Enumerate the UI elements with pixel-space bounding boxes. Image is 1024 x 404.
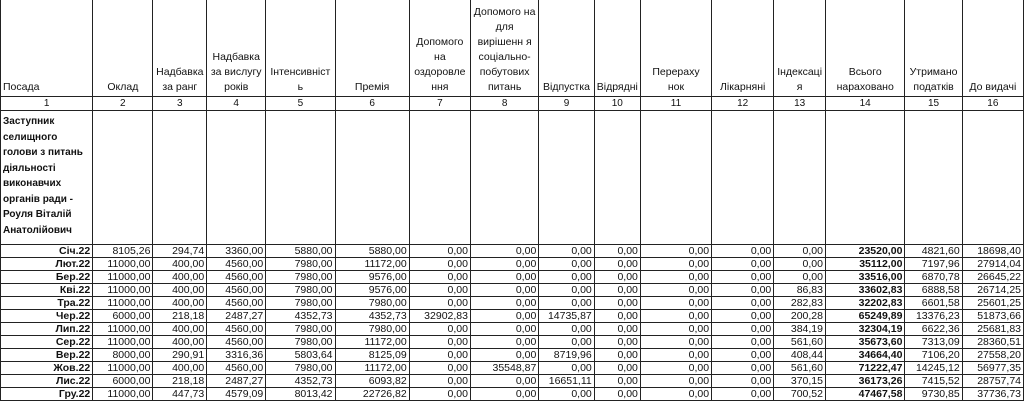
value-cell: 400,00 (153, 271, 207, 284)
value-cell: 71222,47 (825, 362, 904, 375)
value-cell: 11000,00 (93, 258, 153, 271)
value-cell: 290,91 (153, 349, 207, 362)
value-cell: 7980,00 (266, 258, 335, 271)
value-cell: 27914,04 (962, 258, 1023, 271)
month-cell: Бер.22 (1, 271, 93, 284)
value-cell: 0,00 (539, 284, 594, 297)
value-cell: 0,00 (409, 362, 470, 375)
value-cell: 0,00 (409, 375, 470, 388)
value-cell: 5880,00 (335, 245, 409, 258)
value-cell: 0,00 (470, 336, 538, 349)
table-row (1, 323, 1024, 336)
month-cell: Чер.22 (1, 310, 93, 323)
column-number-4: 4 (207, 97, 266, 111)
value-cell: 11172,00 (335, 258, 409, 271)
value-cell: 0,00 (712, 258, 774, 271)
value-cell: 0,00 (539, 258, 594, 271)
value-cell: 0,00 (640, 271, 711, 284)
month-cell: Жов.22 (1, 362, 93, 375)
value-cell: 700,52 (774, 388, 826, 401)
value-cell: 384,19 (774, 323, 826, 336)
value-cell: 4352,73 (266, 310, 335, 323)
value-cell: 0,00 (712, 245, 774, 258)
column-number-3: 3 (153, 97, 207, 111)
header-row (1, 0, 1024, 97)
month-cell: Лют.22 (1, 258, 93, 271)
value-cell: 447,73 (153, 388, 207, 401)
value-cell: 2487,27 (207, 375, 266, 388)
value-cell: 0,00 (470, 297, 538, 310)
column-number-13: 13 (774, 97, 826, 111)
value-cell: 7980,00 (266, 362, 335, 375)
value-cell: 0,00 (640, 349, 711, 362)
column-number-1: 1 (1, 97, 93, 111)
column-number-row (1, 97, 1024, 111)
value-cell: 6000,00 (93, 375, 153, 388)
table-row (1, 271, 1024, 284)
value-cell: 11000,00 (93, 362, 153, 375)
value-cell: 18698,40 (962, 245, 1023, 258)
column-header-16: До видачі (962, 0, 1023, 97)
value-cell: 7980,00 (266, 323, 335, 336)
value-cell: 400,00 (153, 362, 207, 375)
value-cell: 0,00 (409, 336, 470, 349)
person-position-cell: Заступник селищного голови з питань діяльності виконавчих органів ради - Роуля Віталій Анатолійович (1, 111, 93, 245)
value-cell: 26645,22 (962, 271, 1023, 284)
value-cell: 7980,00 (266, 284, 335, 297)
column-number-11: 11 (640, 97, 711, 111)
value-cell: 4560,00 (207, 362, 266, 375)
value-cell: 11000,00 (93, 336, 153, 349)
value-cell: 8719,96 (539, 349, 594, 362)
value-cell: 47467,58 (825, 388, 904, 401)
value-cell: 0,00 (594, 310, 640, 323)
value-cell: 13376,23 (905, 310, 962, 323)
value-cell: 0,00 (594, 323, 640, 336)
value-cell: 0,00 (409, 245, 470, 258)
value-cell: 32902,83 (409, 310, 470, 323)
value-cell: 11000,00 (93, 323, 153, 336)
value-cell: 0,00 (409, 297, 470, 310)
value-cell: 0,00 (594, 245, 640, 258)
value-cell: 4352,73 (266, 375, 335, 388)
value-cell: 9730,85 (905, 388, 962, 401)
value-cell: 0,00 (539, 245, 594, 258)
value-cell: 11172,00 (335, 362, 409, 375)
value-cell: 0,00 (539, 336, 594, 349)
value-cell: 8105,26 (93, 245, 153, 258)
value-cell: 561,60 (774, 362, 826, 375)
value-cell: 11000,00 (93, 271, 153, 284)
value-cell: 400,00 (153, 284, 207, 297)
value-cell: 0,00 (712, 323, 774, 336)
value-cell: 0,00 (594, 271, 640, 284)
column-number-14: 14 (825, 97, 904, 111)
value-cell: 4560,00 (207, 336, 266, 349)
table-row (1, 258, 1024, 271)
value-cell: 4352,73 (335, 310, 409, 323)
value-cell: 0,00 (470, 245, 538, 258)
value-cell: 6093,82 (335, 375, 409, 388)
value-cell: 22726,82 (335, 388, 409, 401)
value-cell: 16651,11 (539, 375, 594, 388)
value-cell: 32304,19 (825, 323, 904, 336)
column-number-10: 10 (594, 97, 640, 111)
value-cell: 28360,51 (962, 336, 1023, 349)
value-cell: 0,00 (712, 375, 774, 388)
value-cell: 27558,20 (962, 349, 1023, 362)
value-cell: 0,00 (539, 297, 594, 310)
value-cell: 561,60 (774, 336, 826, 349)
value-cell: 4821,60 (905, 245, 962, 258)
value-cell: 0,00 (409, 284, 470, 297)
value-cell: 0,00 (640, 323, 711, 336)
value-cell: 6870,78 (905, 271, 962, 284)
value-cell: 400,00 (153, 297, 207, 310)
value-cell: 0,00 (594, 297, 640, 310)
value-cell: 7980,00 (266, 336, 335, 349)
value-cell: 0,00 (594, 388, 640, 401)
table-row (1, 310, 1024, 323)
value-cell: 0,00 (470, 349, 538, 362)
month-cell: Вер.22 (1, 349, 93, 362)
value-cell: 5880,00 (266, 245, 335, 258)
value-cell: 0,00 (539, 323, 594, 336)
value-cell: 8125,09 (335, 349, 409, 362)
value-cell: 0,00 (640, 362, 711, 375)
value-cell: 56977,35 (962, 362, 1023, 375)
value-cell: 0,00 (712, 284, 774, 297)
column-header-6: Премія (335, 0, 409, 97)
column-number-16: 16 (962, 97, 1023, 111)
value-cell: 35548,87 (470, 362, 538, 375)
column-header-2: Оклад (93, 0, 153, 97)
value-cell: 0,00 (539, 388, 594, 401)
value-cell: 0,00 (640, 245, 711, 258)
value-cell: 4579,09 (207, 388, 266, 401)
value-cell: 0,00 (409, 323, 470, 336)
month-cell: Тра.22 (1, 297, 93, 310)
value-cell: 0,00 (594, 349, 640, 362)
value-cell: 32202,83 (825, 297, 904, 310)
table-body (1, 0, 1024, 401)
value-cell: 0,00 (640, 310, 711, 323)
value-cell: 28757,74 (962, 375, 1023, 388)
value-cell: 282,83 (774, 297, 826, 310)
table-row (1, 349, 1024, 362)
value-cell: 0,00 (594, 258, 640, 271)
value-cell: 9576,00 (335, 284, 409, 297)
column-number-9: 9 (539, 97, 594, 111)
value-cell: 0,00 (470, 258, 538, 271)
value-cell: 0,00 (594, 375, 640, 388)
column-header-9: Відпустка (539, 0, 594, 97)
value-cell: 0,00 (470, 284, 538, 297)
value-cell: 6622,36 (905, 323, 962, 336)
column-header-4: Надбавка за вислугу років (207, 0, 266, 97)
value-cell: 0,00 (712, 362, 774, 375)
value-cell: 7106,20 (905, 349, 962, 362)
value-cell: 6000,00 (93, 310, 153, 323)
value-cell: 294,74 (153, 245, 207, 258)
value-cell: 7980,00 (266, 271, 335, 284)
value-cell: 0,00 (774, 271, 826, 284)
value-cell: 2487,27 (207, 310, 266, 323)
column-header-5: Інтенсивніст ь (266, 0, 335, 97)
value-cell: 408,44 (774, 349, 826, 362)
value-cell: 0,00 (470, 375, 538, 388)
value-cell: 0,00 (712, 297, 774, 310)
value-cell: 0,00 (640, 375, 711, 388)
value-cell: 370,15 (774, 375, 826, 388)
value-cell: 9576,00 (335, 271, 409, 284)
value-cell: 8013,42 (266, 388, 335, 401)
value-cell: 33516,00 (825, 271, 904, 284)
value-cell: 400,00 (153, 336, 207, 349)
value-cell: 35673,60 (825, 336, 904, 349)
value-cell: 3316,36 (207, 349, 266, 362)
value-cell: 25681,83 (962, 323, 1023, 336)
value-cell: 26714,25 (962, 284, 1023, 297)
month-cell: Січ.22 (1, 245, 93, 258)
value-cell: 33602,83 (825, 284, 904, 297)
value-cell: 0,00 (470, 323, 538, 336)
value-cell: 11000,00 (93, 284, 153, 297)
column-header-11: Перераху нок (640, 0, 711, 97)
column-number-15: 15 (905, 97, 962, 111)
value-cell: 0,00 (640, 258, 711, 271)
value-cell: 400,00 (153, 258, 207, 271)
value-cell: 3360,00 (207, 245, 266, 258)
column-number-12: 12 (712, 97, 774, 111)
value-cell: 7197,96 (905, 258, 962, 271)
value-cell: 25601,25 (962, 297, 1023, 310)
value-cell: 8000,00 (93, 349, 153, 362)
value-cell: 34664,40 (825, 349, 904, 362)
value-cell: 0,00 (594, 284, 640, 297)
value-cell: 4560,00 (207, 323, 266, 336)
column-header-10: Відрядні (594, 0, 640, 97)
value-cell: 35112,00 (825, 258, 904, 271)
value-cell: 0,00 (594, 362, 640, 375)
column-number-2: 2 (93, 97, 153, 111)
table-row (1, 375, 1024, 388)
value-cell: 14735,87 (539, 310, 594, 323)
value-cell: 86,83 (774, 284, 826, 297)
table-row (1, 297, 1024, 310)
value-cell: 0,00 (539, 271, 594, 284)
value-cell: 36173,26 (825, 375, 904, 388)
value-cell: 0,00 (470, 388, 538, 401)
column-number-7: 7 (409, 97, 470, 111)
value-cell: 0,00 (594, 336, 640, 349)
value-cell: 14245,12 (905, 362, 962, 375)
value-cell: 4560,00 (207, 271, 266, 284)
value-cell: 0,00 (409, 258, 470, 271)
value-cell: 4560,00 (207, 297, 266, 310)
month-cell: Сер.22 (1, 336, 93, 349)
column-header-13: Індексаці я (774, 0, 826, 97)
column-number-8: 8 (470, 97, 538, 111)
value-cell: 0,00 (712, 388, 774, 401)
month-cell: Гру.22 (1, 388, 93, 401)
value-cell: 0,00 (712, 310, 774, 323)
value-cell: 0,00 (712, 336, 774, 349)
value-cell: 0,00 (409, 388, 470, 401)
value-cell: 200,28 (774, 310, 826, 323)
value-cell: 0,00 (409, 271, 470, 284)
value-cell: 51873,66 (962, 310, 1023, 323)
month-cell: Лис.22 (1, 375, 93, 388)
value-cell: 7415,52 (905, 375, 962, 388)
value-cell: 0,00 (640, 297, 711, 310)
table-row (1, 284, 1024, 297)
value-cell: 0,00 (470, 310, 538, 323)
column-header-7: Допомого на оздоровле ння (409, 0, 470, 97)
month-cell: Лип.22 (1, 323, 93, 336)
column-header-14: Всього нараховано (825, 0, 904, 97)
value-cell: 0,00 (774, 258, 826, 271)
column-header-8: Допомого на для вирішенн я соціально-побутових питань (470, 0, 538, 97)
column-header-12: Лікарняні (712, 0, 774, 97)
month-cell: Кві.22 (1, 284, 93, 297)
value-cell: 0,00 (712, 349, 774, 362)
value-cell: 4560,00 (207, 284, 266, 297)
value-cell: 7980,00 (335, 323, 409, 336)
value-cell: 7980,00 (335, 297, 409, 310)
value-cell: 0,00 (539, 362, 594, 375)
value-cell: 0,00 (409, 349, 470, 362)
column-number-6: 6 (335, 97, 409, 111)
value-cell: 65249,89 (825, 310, 904, 323)
table-row (1, 362, 1024, 375)
table-row (1, 245, 1024, 258)
value-cell: 0,00 (640, 388, 711, 401)
value-cell: 218,18 (153, 375, 207, 388)
value-cell: 23520,00 (825, 245, 904, 258)
value-cell: 11172,00 (335, 336, 409, 349)
table-row (1, 336, 1024, 349)
value-cell: 0,00 (640, 336, 711, 349)
column-header-15: Утримано податків (905, 0, 962, 97)
person-row (1, 111, 1024, 245)
value-cell: 0,00 (774, 245, 826, 258)
value-cell: 0,00 (712, 271, 774, 284)
value-cell: 5803,64 (266, 349, 335, 362)
value-cell: 11000,00 (93, 388, 153, 401)
value-cell: 400,00 (153, 323, 207, 336)
table-row (1, 388, 1024, 401)
value-cell: 0,00 (470, 271, 538, 284)
value-cell: 6888,58 (905, 284, 962, 297)
value-cell: 218,18 (153, 310, 207, 323)
value-cell: 0,00 (640, 284, 711, 297)
value-cell: 37736,73 (962, 388, 1023, 401)
column-header-3: Надбавка за ранг (153, 0, 207, 97)
column-number-5: 5 (266, 97, 335, 111)
value-cell: 11000,00 (93, 297, 153, 310)
value-cell: 7980,00 (266, 297, 335, 310)
value-cell: 4560,00 (207, 258, 266, 271)
value-cell: 7313,09 (905, 336, 962, 349)
value-cell: 6601,58 (905, 297, 962, 310)
column-header-1: Посада (1, 0, 93, 97)
